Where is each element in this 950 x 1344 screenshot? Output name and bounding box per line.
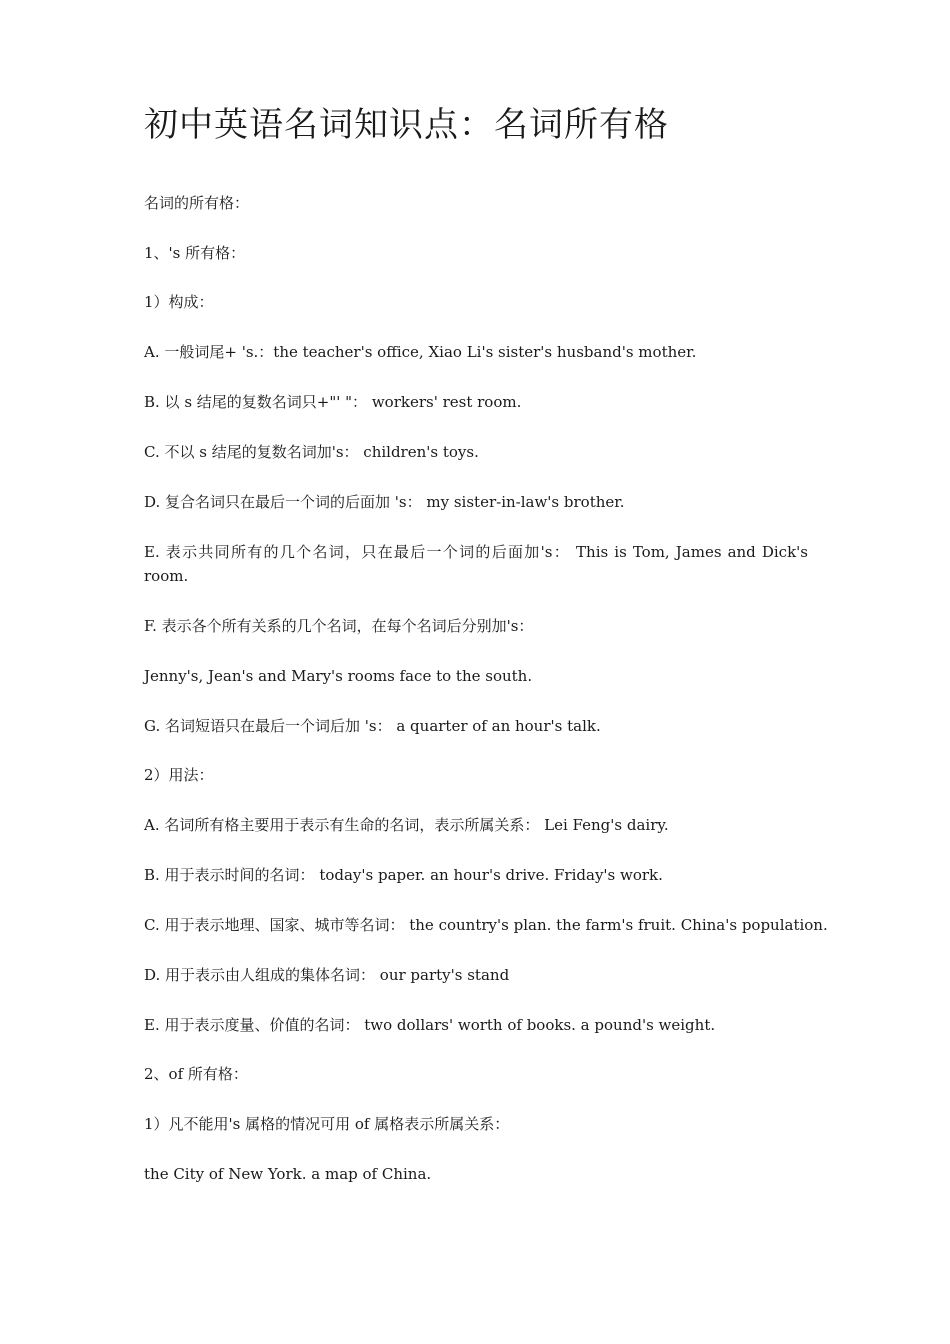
paragraph: 1、's 所有格： — [144, 244, 246, 262]
paragraph: E. 用于表示度量、价值的名词： two dollars' worth of books. a pound's weight. — [144, 1016, 716, 1034]
paragraph: B. 以 s 结尾的复数名词只+"' "： workers' rest room. — [144, 393, 522, 411]
paragraph: 1）构成： — [144, 293, 214, 311]
paragraph: B. 用于表示时间的名词： today's paper. an hour's drive. Friday's work. — [144, 866, 663, 884]
document-title: 初中英语名词知识点：名词所有格 — [144, 105, 669, 145]
paragraph: 名词的所有格： — [144, 194, 250, 212]
paragraph: 2、of 所有格： — [144, 1065, 248, 1083]
paragraph: E. 表示共同所有的几个名词，只在最后一个词的后面加's： This is Tom, James and Dick's room. — [144, 543, 808, 585]
paragraph: C. 不以 s 结尾的复数名词加's： children's toys. — [144, 443, 479, 461]
paragraph: 2）用法： — [144, 766, 214, 784]
paragraph: D. 用于表示由人组成的集体名词： our party's stand — [144, 966, 510, 984]
paragraph: A. 一般词尾+ 's.：the teacher's office, Xiao Li's sister's husband's mother. — [144, 343, 697, 361]
paragraph: G. 名词短语只在最后一个词后加 's： a quarter of an hour's talk. — [144, 717, 601, 735]
paragraph: F. 表示各个所有关系的几个名词，在每个名词后分别加's： — [144, 617, 534, 635]
paragraph: 1）凡不能用's 属格的情况可用 of 属格表示所属关系： — [144, 1115, 510, 1133]
paragraph: the City of New York. a map of China. — [144, 1165, 432, 1183]
paragraph: C. 用于表示地理、国家、城市等名词： the country's plan. the farm's fruit. China's population. — [144, 916, 828, 934]
paragraph: Jenny's, Jean's and Mary's rooms face to the south. — [144, 667, 533, 685]
paragraph: A. 名词所有格主要用于表示有生命的名词，表示所属关系： Lei Feng's dairy. — [144, 816, 669, 834]
paragraph: D. 复合名词只在最后一个词的后面加 's： my sister-in-law's brother. — [144, 493, 625, 511]
